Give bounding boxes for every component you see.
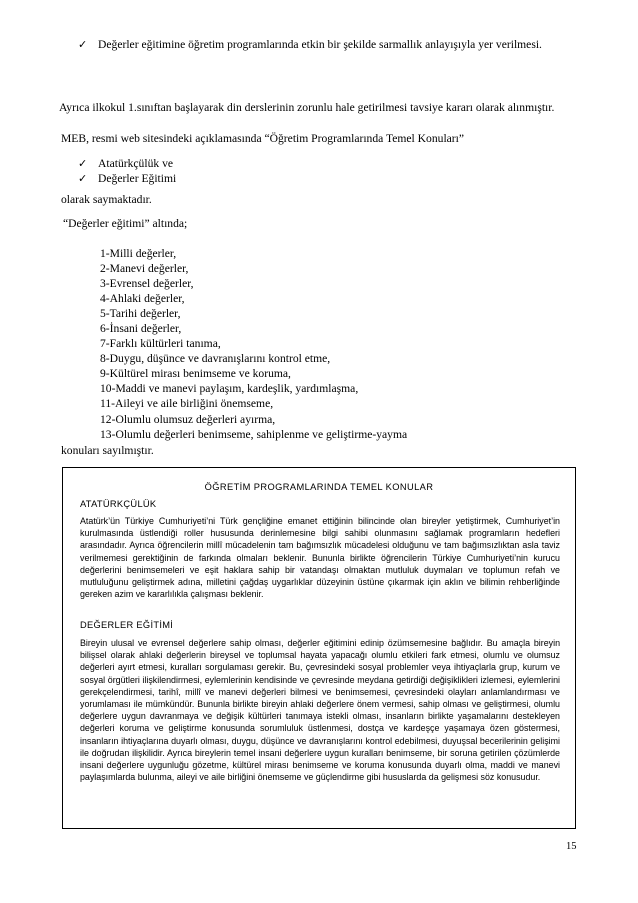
list-item: 10-Maddi ve manevi paylaşım, kardeşlik, yardımlaşma, <box>100 382 359 396</box>
list-item: 13-Olumlu değerleri benimseme, sahiplenme ve geliştirme-yayma <box>100 427 408 441</box>
list-item: 11-Aileyi ve aile birliğini önemseme, <box>100 397 274 411</box>
bullet-top-1: Değerler eğitimine öğretim programlarında etkin bir şekilde sarmallık anlayışıyla yer verilmesi. <box>98 38 542 51</box>
checkmark-icon: ✓ <box>78 172 88 185</box>
paragraph-3: olarak saymaktadır. <box>61 193 152 206</box>
paragraph-5: konuları sayılmıştır. <box>61 444 154 457</box>
paragraph-1: Ayrıca ilkokul 1.sınıftan başlayarak din derslerinin zorunlu hale getirilmesi tavsiye kararı olarak alınmıştır. <box>59 101 555 114</box>
checkmark-icon: ✓ <box>78 157 88 170</box>
list-item: 2-Manevi değerler, <box>100 262 189 276</box>
list-item: 3-Evrensel değerler, <box>100 277 194 291</box>
box-text-ataturkculuk: Atatürk’ün Türkiye Cumhuriyeti’ni Türk gençliğine emanet ettiğinin bilincinde olan bireyler yetiştirmek, Cumhuriyet’in kurulmasında üstlendiği roller hususunda derinlemesine bilgi sahibi olunmasını sağlamak programların hedefleri arasındadır. Ayrıca öğrencilerin millî mücadelenin tam bağımsızlık mücadelesi olduğunu ve tam bağımsızlıktan asla taviz verilmemesi gerektiğinin de farkında olmaları beklenir. Bununla birlikte öğrencilerin Türkiye Cumhuriyeti’nin kurucu değerlerini benimsemeleri ve eşit haklara sahip bir vatandaşı olmaktan mutluluk duymaları ve toplumun refah ve mutluluğunu geliştirmek adına, milletini çağdaş uygarlıklar düzeyinin üstüne çıkarmak için aklın ve bilimin rehberliğinde gereken azim ve kararlılıkla çalışması beklenir. <box>80 516 560 600</box>
list-item: 4-Ahlaki değerler, <box>100 292 185 306</box>
paragraph-2: MEB, resmi web sitesindeki açıklamasında “Öğretim Programlarında Temel Konuları” <box>61 132 465 145</box>
list-item: 7-Farklı kültürleri tanıma, <box>100 337 221 351</box>
paragraph-4: “Değerler eğitimi” altında; <box>63 217 188 230</box>
info-box <box>62 467 576 829</box>
bullet-mid-2: Değerler Eğitimi <box>98 172 177 185</box>
box-heading-degerler-egitimi: DEĞERLER EĞİTİMİ <box>80 620 174 630</box>
list-item: 5-Tarihi değerler, <box>100 307 181 321</box>
box-title: ÖĞRETİM PROGRAMLARINDA TEMEL KONULAR <box>204 482 434 492</box>
topic-list <box>100 246 407 442</box>
checkmark-icon: ✓ <box>78 38 88 51</box>
list-item: 12-Olumlu olumsuz değerleri ayırma, <box>100 412 276 426</box>
box-text-degerler-egitimi: Bireyin ulusal ve evrensel değerlere sahip olması, değerler eğitimini edinip özümsemesine bağlıdır. Bu amaçla bireyin bilişsel olarak ahlaki değerlerin bireysel ve toplumsal hayata yapacağı olumlu etkileri fark etmesi, olumlu ve olumsuz değerleri ayırt etmesi, kuralları sorgulaması gerekir. Bu, çevresindeki sosyal problemler veya ihtiyaçlarla grup, kurum ve sosyal örgütleri ilişkilendirmesi, eylemlerinin kendisinde ve çevresinde meydana getirdiği değişiklikleri izlemesi, eylemlerini gerekçelendirmesi, tarihî, millî ve manevi değerleri bilmesi ve benimsemesi, çevresindeki olayları anlamlandırması ve yorumlaması ile mümkündür. Bununla birlikte bireyin ahlaki değerlere önem vermesi, sahip olması ve geliştirmesi, olumlu değerlere uygun davranmaya ve değişik kültürleri tanımaya istekli olması, insanların birlikte yaşamalarını destekleyen değerleri koruma ve geliştirme konusunda sorumluluk üstlenmesi, dostça ve kardeşçe yaşamaya özen göstermesi, insanların ihtiyaçlarına duyarlı olması, duygu, düşünce ve davranışlarını kontrol edebilmesi, duyuşsal becerilerinin gelişimi ile doğrudan ilişkilidir. Ayrıca bireylerin temel insani değerlere uygun kuralları benimseme, bir soruna getirilen çözümlerde insani değerlere uygunluğu gözetme, kültürel mirası benimseme ve koruma konusunda duyarlı olma, maddi ve manevi paylaşımlarda bulunma, aileyi ve aile birliğini önemseme ve güçlendirme gibi hususlarda da gelişmesi söz konusudur. <box>80 638 560 783</box>
page-number: 15 <box>566 841 577 852</box>
box-heading-ataturkculuk: ATATÜRKÇÜLÜK <box>80 499 157 509</box>
list-item: 1-Milli değerler, <box>100 247 177 260</box>
list-item: 6-İnsani değerler, <box>100 322 182 336</box>
list-item: 8-Duygu, düşünce ve davranışlarını kontrol etme, <box>100 352 331 366</box>
list-item: 9-Kültürel mirası benimseme ve koruma, <box>100 367 291 381</box>
bullet-mid-1: Atatürkçülük ve <box>98 157 174 170</box>
